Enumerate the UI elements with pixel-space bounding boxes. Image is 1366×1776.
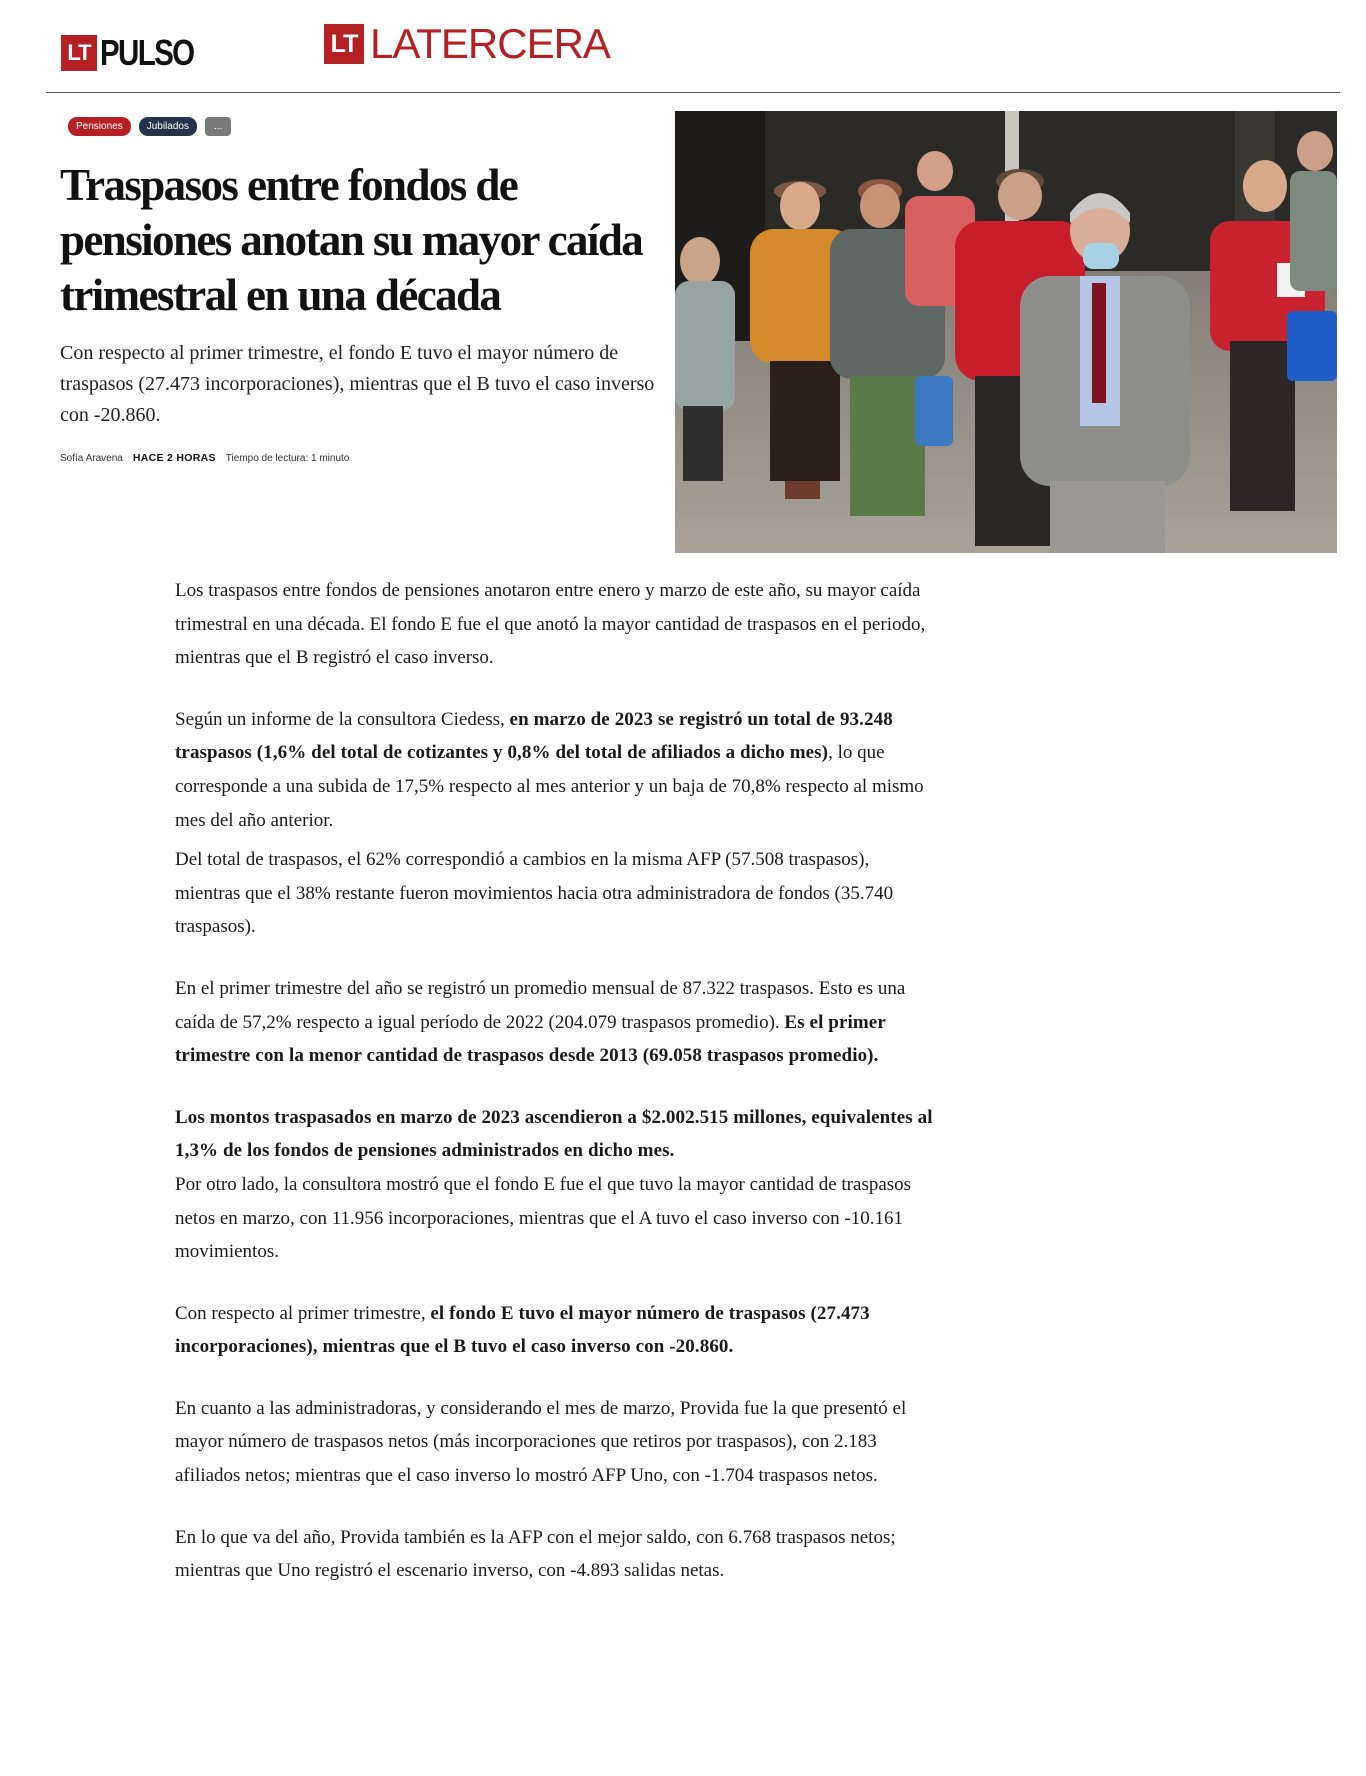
body-paragraph-2-text-c: , lo que corresponde a una subida de 17,5% respecto al mes anterior y un baja de 70,8% respecto al mismo mes del año anterior. [175, 742, 924, 831]
tag-pensiones[interactable]: Pensiones [68, 117, 131, 136]
latercera-logo[interactable] [324, 20, 610, 67]
pulso-logo-word: PULSO [100, 32, 194, 73]
reading-time: Tiempo de lectura: 1 minuto [225, 452, 350, 464]
pulso-logo-mark: LT [61, 35, 97, 71]
body-paragraph-4-bold: Es el primer trimestre con la menor cantidad de traspasos desde 2013 (69.058 traspasos promedio). [175, 1011, 886, 1067]
body-paragraph-2-bold: en marzo de 2023 se registró un total de 93.248 traspasos (1,6% del total de cotizantes y 0,8% del total de afiliados a dicho mes) [175, 708, 893, 764]
body-paragraph-5-bold: Los montos traspasados en marzo de 2023 ascendieron a $2.002.515 millones, equivalentes al 1,3% de los fondos de pensiones administrados en dicho mes. [175, 1106, 933, 1162]
tag-more-button[interactable]: ... [205, 117, 231, 136]
body-paragraph-7-text-a: Con respecto al primer trimestre, [175, 1302, 431, 1324]
article-subtitle: Con respecto al primer trimestre, el fondo E tuvo el mayor número de traspasos (27.473 incorporaciones), mientras que el B tuvo el caso inverso con -20.860. [60, 342, 655, 426]
street-crowd-photo [675, 111, 1337, 553]
site-header [46, 0, 1340, 93]
body-paragraph-3: Del total de traspasos, el 62% correspondió a cambios en la misma AFP (57.508 traspasos), mientras que el 38% restante fueron movimientos hacia otra administradora de fondos (35.740 traspasos). [175, 849, 894, 938]
latercera-logo-word: LATERCERA [370, 20, 610, 67]
body-paragraph-1: Los traspasos entre fondos de pensiones anotaron entre enero y marzo de este año, su mayor caída trimestral en una década. El fondo E fue el que anotó la mayor cantidad de traspasos en el periodo, mientras que el B registró el caso inverso. [175, 580, 926, 669]
body-paragraph-7 [175, 1297, 935, 1364]
article-title: Traspasos entre fondos de pensiones anotan su mayor caída trimestral en una década [60, 160, 643, 320]
author-link[interactable]: Sofía Aravena [60, 452, 123, 464]
tag-list [68, 117, 231, 136]
pulso-logo[interactable] [61, 34, 214, 72]
body-paragraph-6: Por otro lado, la consultora mostró que el fondo E fue el que tuvo la mayor cantidad de traspasos netos en marzo, con 11.956 incorporaciones, mientras que el A tuvo el caso inverso con -10.161 movimientos. [175, 1173, 912, 1263]
byline [60, 452, 349, 464]
body-paragraph-7-bold: el fondo E tuvo el mayor número de traspasos (27.473 incorporaciones), mientras que el B tuvo el caso inverso con -20.860. [175, 1302, 870, 1358]
body-paragraph-9: En lo que va del año, Provida también es la AFP con el mejor saldo, con 6.768 traspasos netos; mientras que Uno registró el escenario inverso, con -4.893 salidas netas. [175, 1526, 896, 1582]
body-paragraph-2-text-a: Según un informe de la consultora Ciedess, [175, 708, 510, 730]
body-paragraph-8: En cuanto a las administradoras, y considerando el mes de marzo, Provida fue la que presentó el mayor número de traspasos netos (más incorporaciones que retiros por traspasos), con 2.183 afiliados netos; mientras que el caso inverso lo mostró AFP Uno, con -1.704 traspasos netos. [175, 1397, 907, 1487]
article-body [175, 574, 935, 1588]
latercera-logo-mark: LT [324, 24, 364, 64]
tag-jubilados[interactable]: Jubilados [139, 117, 197, 136]
body-paragraph-2 [175, 703, 935, 837]
body-paragraph-4-text-a: En el primer trimestre del año se registró un promedio mensual de 87.322 traspasos. Esto es una caída de 57,2% respecto a igual período de 2022 (204.079 traspasos promedio). [175, 977, 906, 1033]
body-paragraph-5 [175, 1101, 935, 1168]
body-paragraph-4 [175, 972, 935, 1073]
article-photo [675, 111, 1337, 553]
publish-time: HACE 2 HORAS [132, 452, 216, 464]
